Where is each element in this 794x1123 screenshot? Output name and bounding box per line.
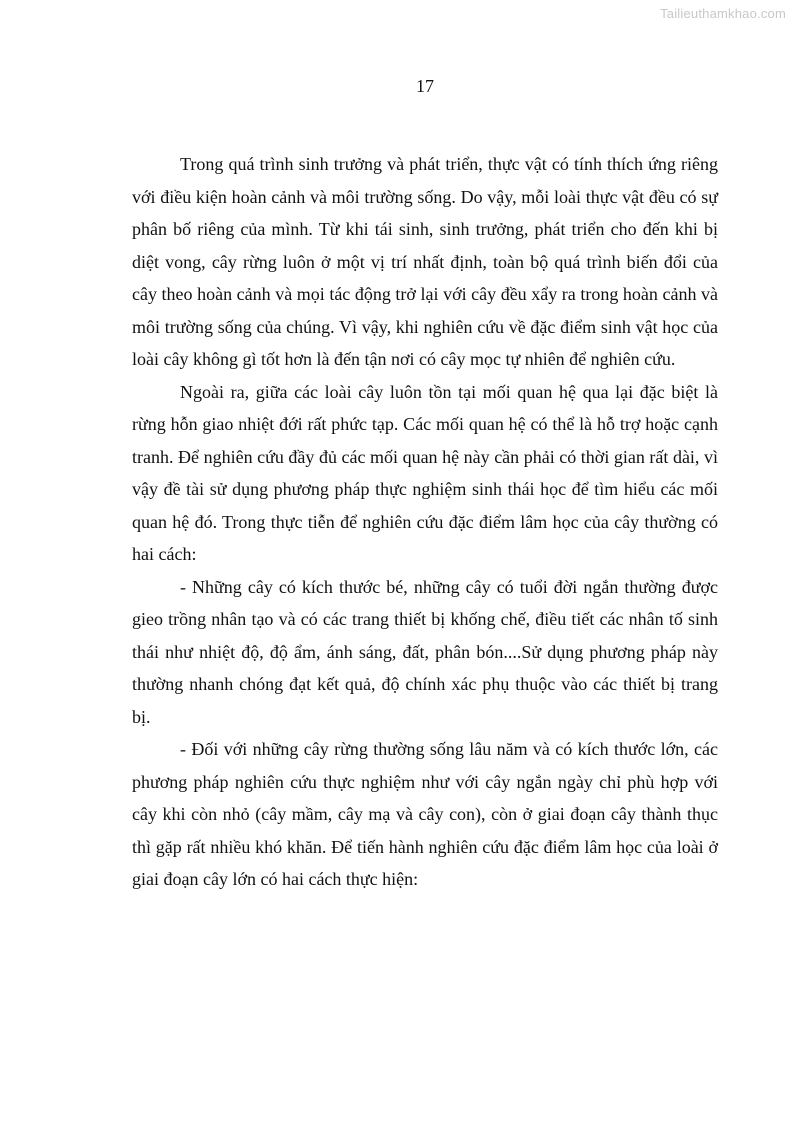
document-body [132,148,718,896]
paragraph-1: Trong quá trình sinh trưởng và phát triển, thực vật có tính thích ứng riêng với điều kiện hoàn cảnh và môi trường sống. Do vậy, mỗi loài thực vật đều có sự phân bố riêng của mình. Từ khi tái sinh, sinh trưởng, phát triển cho đến khi bị diệt vong, cây rừng luôn ở một vị trí nhất định, toàn bộ quá trình biến đổi của cây theo hoàn cảnh và mọi tác động trở lại với cây đều xẩy ra trong hoàn cảnh và môi trường sống của chúng. Vì vậy, khi nghiên cứu về đặc điểm sinh vật học của loài cây không gì tốt hơn là đến tận nơi có cây mọc tự nhiên để nghiên cứu. [132,154,718,369]
site-watermark: Tailieuthamkhao.com [660,6,786,21]
paragraph-3: - Những cây có kích thước bé, những cây có tuổi đời ngắn thường được gieo trồng nhân tạo và có các trang thiết bị khống chế, điều tiết các nhân tố sinh thái như nhiệt độ, độ ẩm, ánh sáng, đất, phân bón....Sử dụng phương pháp này thường nhanh chóng đạt kết quả, độ chính xác phụ thuộc vào các thiết bị trang bị. [132,576,718,727]
paragraph-4: - Đối với những cây rừng thường sống lâu năm và có kích thước lớn, các phương pháp nghiên cứu thực nghiệm như với cây ngắn ngày chỉ phù hợp với cây khi còn nhỏ (cây mầm, cây mạ và cây con), còn ở giai đoạn cây thành thục thì gặp rất nhiều khó khăn. Để tiến hành nghiên cứu đặc điểm lâm học của loài ở giai đoạn cây lớn có hai cách thực hiện: [132,739,718,889]
paragraph-2: Ngoài ra, giữa các loài cây luôn tồn tại mối quan hệ qua lại đặc biệt là rừng hỗn giao nhiệt đới rất phức tạp. Các mối quan hệ có thể là hỗ trợ hoặc cạnh tranh. Để nghiên cứu đầy đủ các mối quan hệ này cần phải có thời gian rất dài, vì vậy đề tài sử dụng phương pháp thực nghiệm sinh thái học để tìm hiểu các mối quan hệ đó. Trong thực tiễn để nghiên cứu đặc điểm lâm học của cây thường có hai cách: [132,381,718,564]
page-number: 17 [416,76,434,96]
